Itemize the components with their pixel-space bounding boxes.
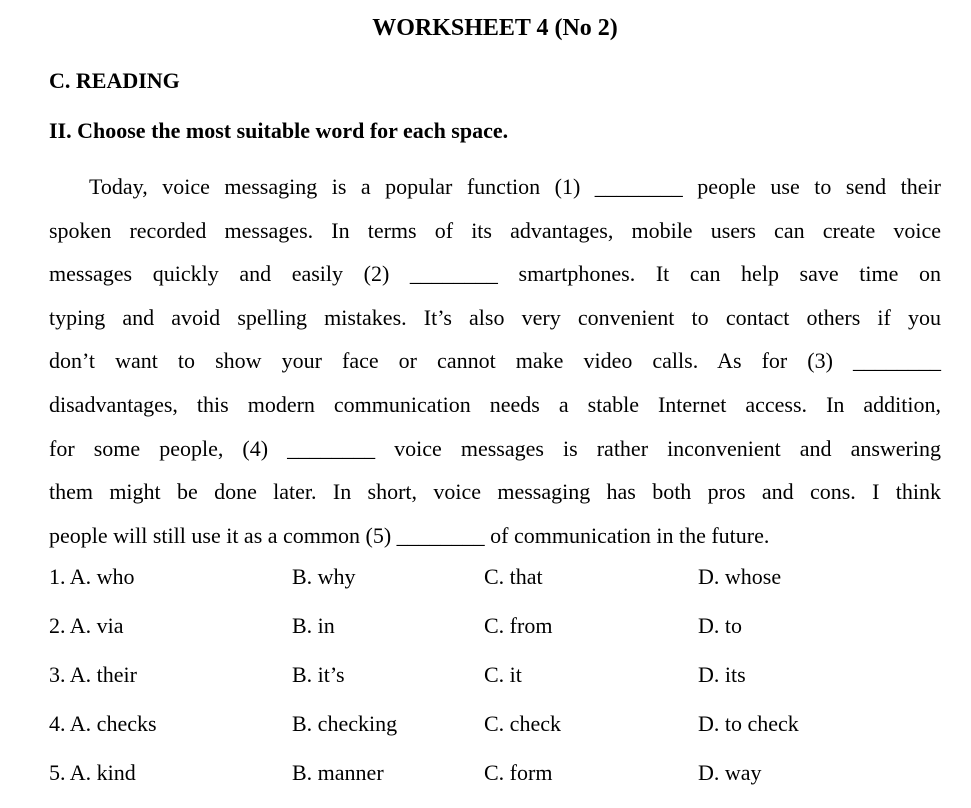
- worksheet-title: WORKSHEET 4 (No 2): [372, 15, 618, 41]
- option-d: D. to check: [698, 711, 799, 736]
- question-row: [49, 707, 949, 756]
- question-row: [49, 609, 949, 658]
- passage-line: Today, voice messaging is a popular function (1) ________ people use to send their: [89, 174, 941, 199]
- exercise-instruction: II. Choose the most suitable word for each space.: [49, 118, 509, 143]
- passage-line: spoken recorded messages. In terms of its advantages, mobile users can create voice: [49, 217, 941, 243]
- option-a: 3. A. their: [49, 662, 137, 687]
- option-d: D. to: [698, 613, 742, 638]
- option-d: D. its: [698, 662, 746, 687]
- option-c: C. form: [484, 760, 553, 785]
- reading-passage: [49, 165, 941, 557]
- option-d: D. whose: [698, 564, 782, 589]
- option-b: B. in: [292, 613, 335, 638]
- passage-line: for some people, (4) ________ voice messages is rather inconvenient and answering: [49, 435, 941, 461]
- option-b: B. manner: [292, 760, 384, 785]
- option-b: B. why: [292, 564, 356, 589]
- option-c: C. that: [484, 564, 543, 589]
- question-row: [49, 560, 949, 609]
- option-c: C. it: [484, 662, 522, 687]
- passage-line: people will still use it as a common (5) ________ of communication in the future.: [49, 522, 770, 548]
- question-row: [49, 658, 949, 707]
- passage-line: typing and avoid spelling mistakes. It’s also very convenient to contact others if you: [49, 304, 941, 330]
- section-heading: C. READING: [49, 68, 180, 93]
- option-a: 1. A. who: [49, 564, 135, 589]
- option-a: 5. A. kind: [49, 760, 136, 785]
- passage-line: disadvantages, this modern communication needs a stable Internet access. In addition,: [49, 391, 941, 417]
- passage-line: don’t want to show your face or cannot make video calls. As for (3) ________: [49, 348, 941, 374]
- option-c: C. check: [484, 711, 561, 736]
- option-b: B. it’s: [292, 662, 345, 687]
- passage-line: messages quickly and easily (2) ________ smartphones. It can help save time on: [49, 261, 941, 287]
- option-d: D. way: [698, 760, 762, 785]
- option-a: 4. A. checks: [49, 711, 157, 736]
- answer-options: [49, 560, 949, 805]
- option-a: 2. A. via: [49, 613, 124, 638]
- option-b: B. checking: [292, 711, 398, 736]
- option-c: C. from: [484, 613, 553, 638]
- passage-line: them might be done later. In short, voice messaging has both pros and cons. I think: [49, 479, 941, 505]
- question-row: [49, 756, 949, 805]
